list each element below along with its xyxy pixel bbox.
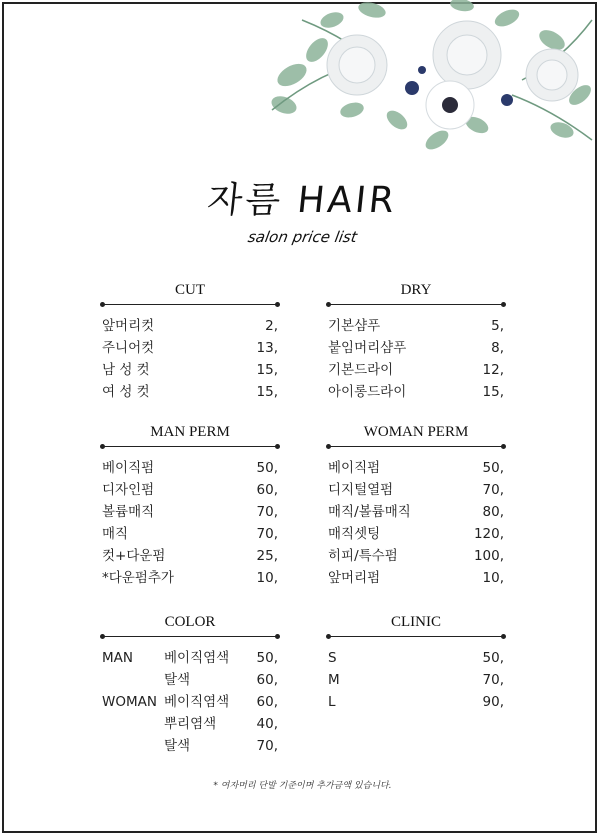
item-price: 8,: [491, 340, 504, 356]
price-row: [328, 691, 504, 713]
item-name: 매직셋팅: [328, 526, 381, 542]
item-name: 베이직염색: [164, 650, 230, 666]
item-group: WOMAN: [102, 694, 157, 710]
price-row: [328, 567, 504, 589]
price-row: [328, 457, 504, 479]
price-row: [102, 735, 278, 757]
item-name: 베이직펌: [328, 460, 381, 476]
anemone: [426, 81, 474, 129]
item-name: 매직/볼륨매직: [328, 504, 411, 520]
section-color: [102, 612, 278, 757]
item-name: 앞머리펌: [328, 570, 381, 586]
item-name: 기본드라이: [328, 362, 394, 378]
item-price: 15,: [256, 362, 278, 378]
price-row: [328, 501, 504, 523]
price-row: [102, 381, 278, 403]
item-price: 2,: [265, 318, 278, 334]
item-price: 50,: [482, 460, 504, 476]
item-name: *다운펌추가: [102, 570, 174, 586]
section-title: COLOR: [164, 614, 216, 630]
section-title: DRY: [400, 282, 432, 298]
item-name: 베이직염색: [164, 694, 230, 710]
item-group: [102, 735, 164, 757]
item-price: 70,: [482, 482, 504, 498]
section-man-perm: [102, 422, 278, 589]
section-cut: [102, 280, 278, 403]
item-price: 70,: [256, 526, 278, 542]
item-price: 10,: [482, 570, 504, 586]
item-price: 5,: [491, 318, 504, 334]
footer-note: * 여자머리 단발 기준이며 추가금액 있습니다.: [213, 781, 392, 791]
item-price: 70,: [256, 504, 278, 520]
price-row: [102, 713, 278, 735]
price-row: [102, 501, 278, 523]
section-divider: [102, 636, 278, 637]
section-divider: [328, 304, 504, 305]
price-row: [102, 545, 278, 567]
price-row: [328, 359, 504, 381]
section-title: WOMAN PERM: [363, 424, 469, 440]
item-price: 70,: [482, 672, 504, 688]
item-name: 앞머리컷: [102, 318, 155, 334]
section-divider: [328, 446, 504, 447]
item-name: 디자인펌: [102, 482, 155, 498]
section-clinic: [328, 612, 504, 713]
section-title: CLINIC: [391, 614, 441, 630]
item-group: [102, 669, 164, 691]
floral-decoration: [262, 0, 602, 160]
item-name: 탈색: [164, 672, 191, 688]
price-row: [102, 479, 278, 501]
price-row: [102, 523, 278, 545]
price-row: [102, 359, 278, 381]
price-row: [102, 457, 278, 479]
item-price: 90,: [482, 694, 504, 710]
item-name: 아이롱드라이: [328, 384, 407, 400]
section-dry: [328, 280, 504, 403]
item-price: 120,: [473, 526, 504, 542]
item-name: 붙임머리샴푸: [328, 340, 407, 356]
item-name: 컷+다운펌: [102, 548, 166, 564]
item-price: 50,: [482, 650, 504, 666]
price-row: [328, 545, 504, 567]
item-price: 10,: [256, 570, 278, 586]
section-divider: [102, 304, 278, 305]
section-title: MAN PERM: [150, 424, 230, 440]
item-name: 히피/특수펌: [328, 548, 398, 564]
item-name: 베이직펌: [102, 460, 155, 476]
price-row: [102, 315, 278, 337]
item-name: 볼륨매직: [102, 504, 155, 520]
item-price: 60,: [256, 482, 278, 498]
price-row: [328, 381, 504, 403]
price-row: [102, 647, 278, 669]
price-row: [102, 337, 278, 359]
section-divider: [102, 446, 278, 447]
price-row: [102, 669, 278, 691]
item-price: 25,: [256, 548, 278, 564]
salon-title: 자름 HAIR: [205, 180, 399, 221]
section-woman-perm: [328, 422, 504, 589]
item-price: 13,: [256, 340, 278, 356]
price-row: [328, 669, 504, 691]
item-price: 60,: [256, 672, 278, 688]
item-price: 15,: [256, 384, 278, 400]
price-row: [102, 567, 278, 589]
price-row: [328, 479, 504, 501]
item-name: 기본샴푸: [328, 318, 381, 334]
item-name: 디지털열펌: [328, 482, 394, 498]
price-row: [328, 523, 504, 545]
price-row: [328, 647, 504, 669]
price-row: [102, 691, 278, 713]
item-name: 탈색: [164, 738, 191, 754]
item-name: L: [328, 694, 336, 710]
item-price: 50,: [256, 460, 278, 476]
item-name: 뿌리염색: [164, 716, 217, 732]
item-name: M: [328, 672, 340, 688]
item-name: 주니어컷: [102, 340, 155, 356]
price-row: [328, 337, 504, 359]
salon-subtitle: salon price list: [246, 228, 359, 246]
item-group: [102, 713, 164, 735]
item-group: MAN: [102, 650, 133, 666]
item-name: 여 성 컷: [102, 384, 150, 400]
item-price: 60,: [256, 694, 278, 710]
item-price: 80,: [482, 504, 504, 520]
item-price: 15,: [482, 384, 504, 400]
item-price: 12,: [482, 362, 504, 378]
section-divider: [328, 636, 504, 637]
section-title: CUT: [175, 282, 205, 298]
item-price: 40,: [256, 716, 278, 732]
item-price: 50,: [256, 650, 278, 666]
item-name: 남 성 컷: [102, 362, 150, 378]
item-name: S: [328, 650, 337, 666]
item-name: 매직: [102, 526, 129, 542]
price-row: [328, 315, 504, 337]
item-price: 70,: [256, 738, 278, 754]
item-price: 100,: [473, 548, 504, 564]
